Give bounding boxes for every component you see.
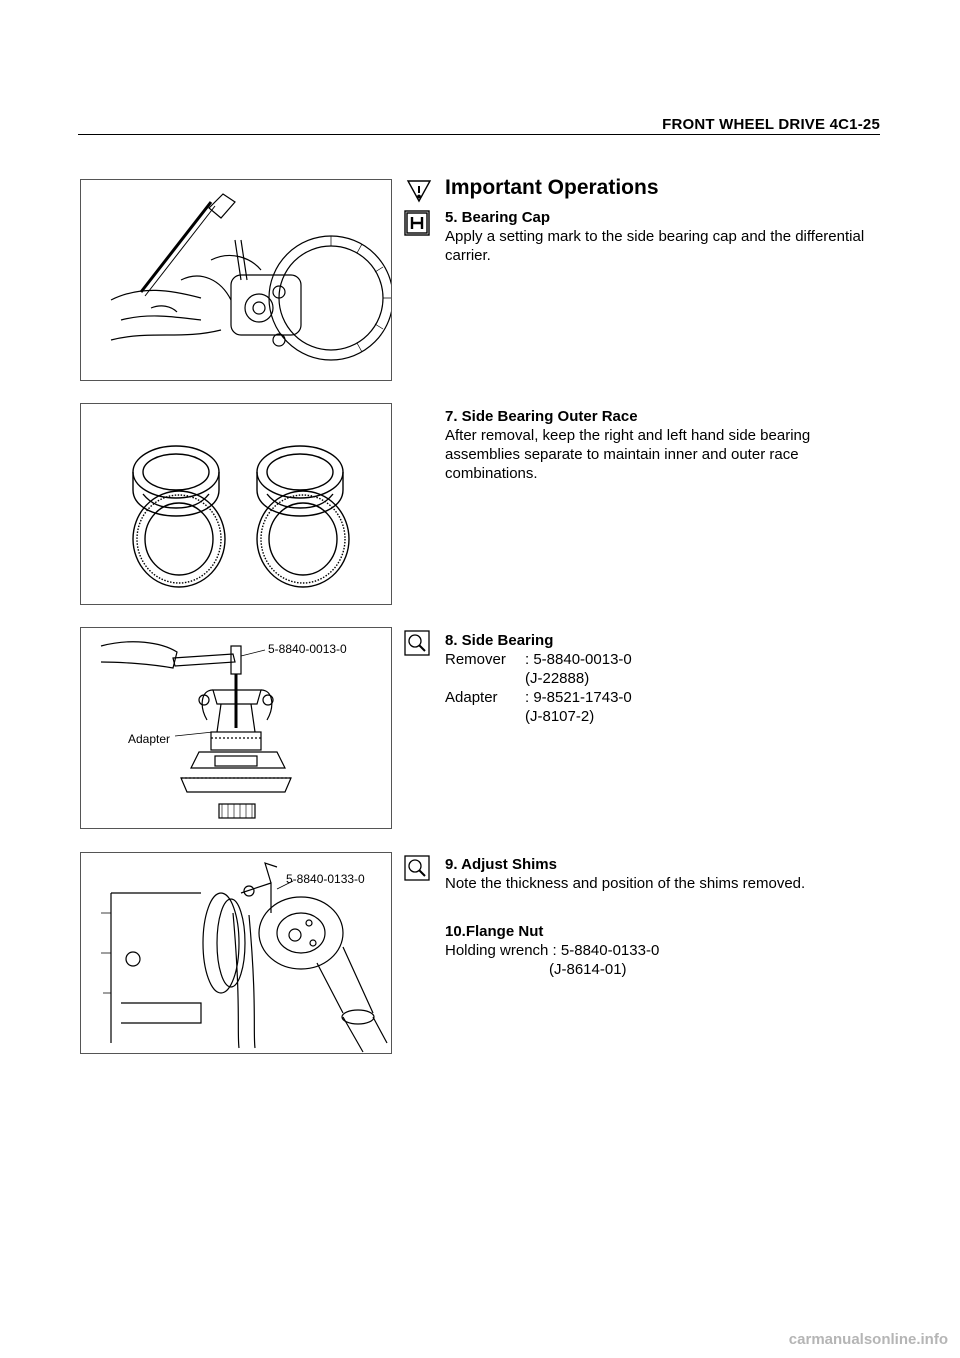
remover-row <box>445 650 885 669</box>
adapter-alt: (J-8107-2) <box>525 708 595 725</box>
adapter-label: Adapter <box>445 689 498 706</box>
figure-outer-race <box>80 403 392 605</box>
remover-label: Remover <box>445 651 506 668</box>
magnifier-icon <box>404 855 430 881</box>
magnifier-icon <box>404 630 430 656</box>
figure-tool-label: 5-8840-0013-0 <box>268 642 347 656</box>
adapter-row <box>445 688 885 707</box>
item-bearing-cap <box>445 208 885 265</box>
item-side-bearing <box>445 631 885 726</box>
adapter-value: : 9-8521-1743-0 <box>525 689 632 706</box>
remover-alt: (J-22888) <box>525 670 590 687</box>
holding-wrench-alt: (J-8614-01) <box>549 961 627 978</box>
section-title: Important Operations <box>445 176 659 199</box>
remover-value: : 5-8840-0013-0 <box>525 651 632 668</box>
figure-wrench-label: 5-8840-0133-0 <box>286 872 365 886</box>
item-adjust-shims <box>445 855 885 893</box>
watermark: carmanualsonline.info <box>788 1331 948 1348</box>
item-heading: 7. Side Bearing Outer Race <box>445 408 638 425</box>
holding-wrench-value: Holding wrench : 5-8840-0133-0 <box>445 942 660 959</box>
item-flange-nut <box>445 922 885 979</box>
item-side-bearing-outer-race <box>445 407 885 483</box>
page-header-title: FRONT WHEEL DRIVE 4C1-25 <box>662 116 880 133</box>
item-heading: 8. Side Bearing <box>445 632 554 649</box>
header-rule <box>78 134 880 135</box>
item-heading: 5. Bearing Cap <box>445 209 551 226</box>
tool-icon <box>404 210 430 236</box>
figure-bearing-cap <box>80 179 392 381</box>
item-heading: 10.Flange Nut <box>445 923 544 940</box>
item-body: Note the thickness and position of the shims removed. <box>445 875 806 892</box>
item-body: After removal, keep the right and left hand side bearing assemblies separate to maintain inner and outer race combinations. <box>445 427 811 482</box>
figure-adapter-label: Adapter <box>128 732 171 746</box>
item-body: Apply a setting mark to the side bearing cap and the differential carrier. <box>445 228 865 264</box>
warning-triangle-icon <box>406 178 432 204</box>
item-heading: 9. Adjust Shims <box>445 856 557 873</box>
